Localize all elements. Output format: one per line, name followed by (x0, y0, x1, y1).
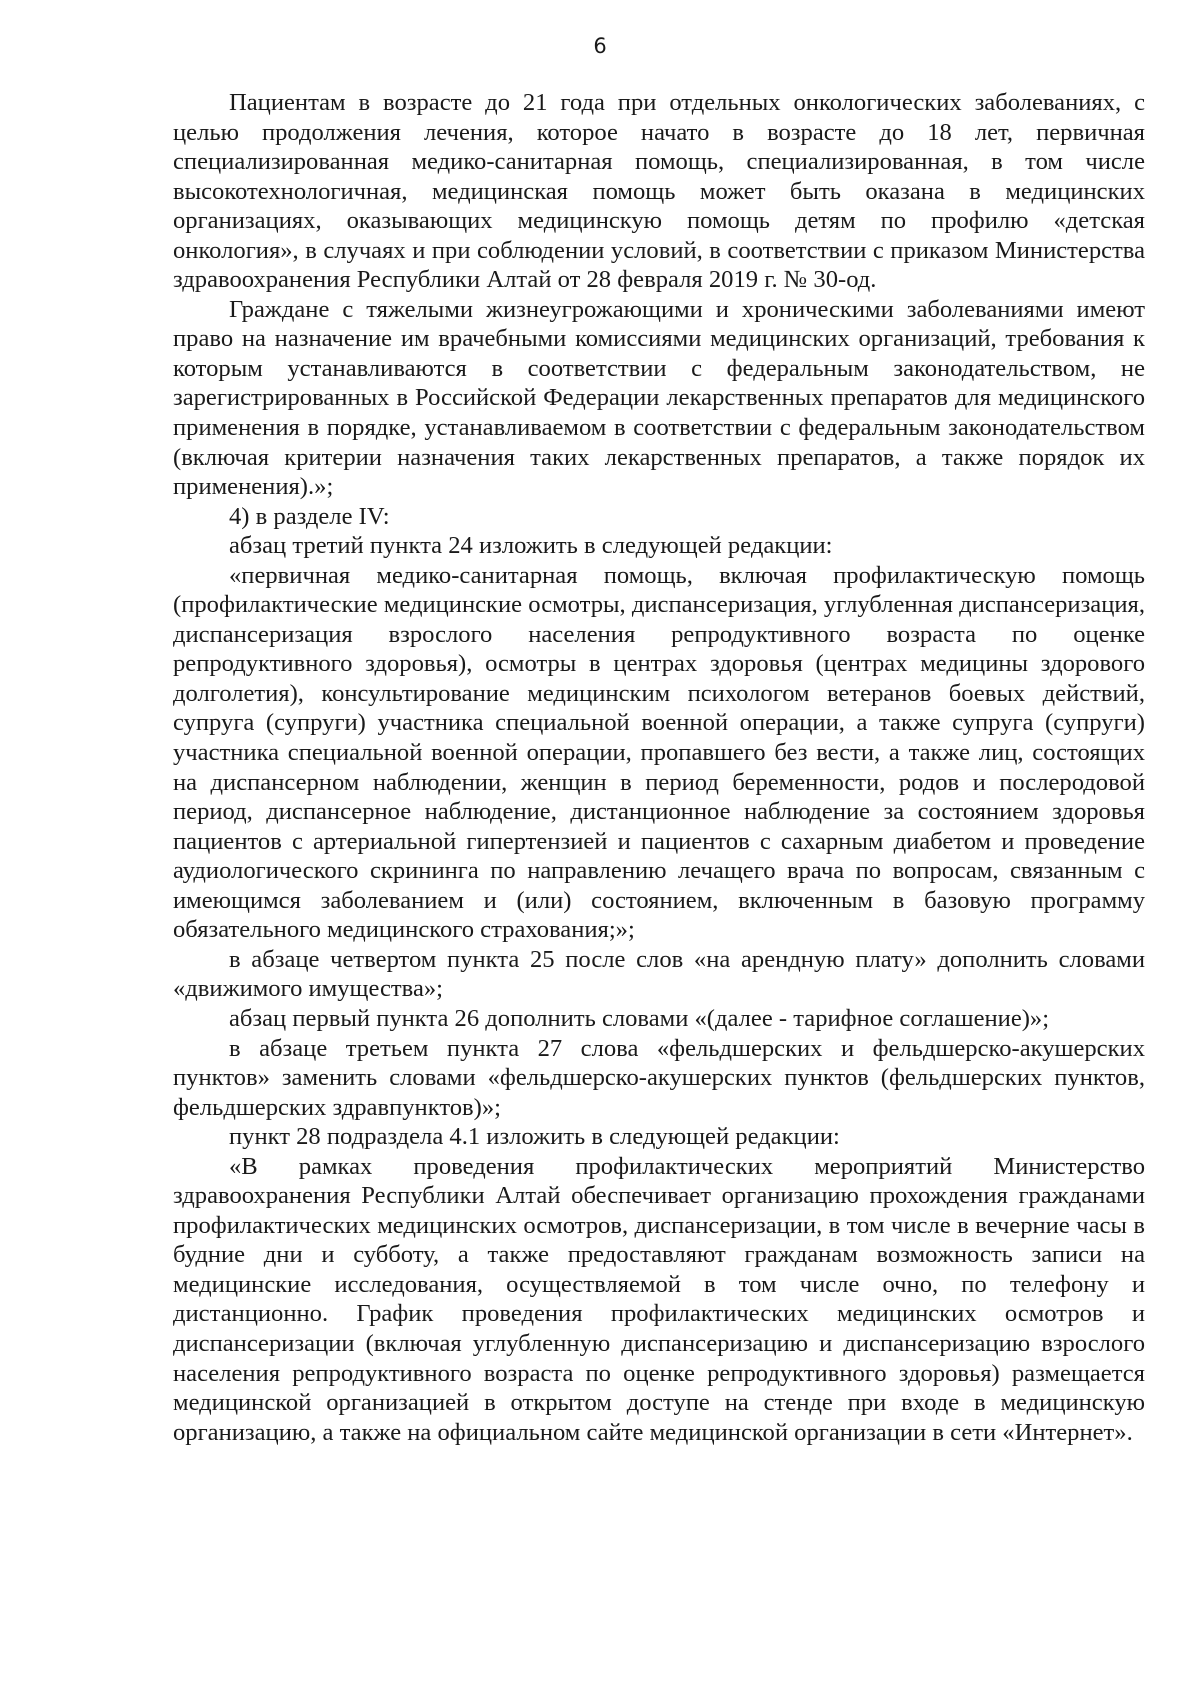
paragraph-item-24-intro: абзац третий пункта 24 изложить в следующей редакции: (229, 532, 833, 560)
paragraph-item-28-intro: пункт 28 подраздела 4.1 изложить в следующей редакции: (229, 1123, 840, 1151)
paragraph-section-iv: 4) в разделе IV: (229, 502, 390, 530)
paragraph-item-25: в абзаце четвертом пункта 25 после слов «на арендную плату» дополнить словами «движимого имущества»; (173, 945, 1145, 1003)
page-number: 6 (593, 34, 607, 58)
paragraph-item-26: абзац первый пункта 26 дополнить словами «(далее - тарифное соглашение)»; (229, 1004, 1050, 1032)
document-body (173, 88, 1145, 1447)
paragraph-unregistered-drugs: Граждане с тяжелыми жизнеугрожающими и хроническими заболеваниями имеют право на назначение им врачебными комиссиями медицинских организаций, требования к которым устанавливаются в соответствии с федеральным законодательством, не зарегистрированных в Российской Федерации лекарственных препаратов для медицинского применения в порядке, устанавливаемом в соответствии с федеральным законодательством (включая критерии назначения таких лекарственных препаратов, а также порядок их применения).»; (173, 295, 1145, 501)
paragraph-primary-care: «первичная медико-санитарная помощь, включая профилактическую помощь (профилактические медицинские осмотры, диспансеризация, углубленная диспансеризация, диспансеризация взрослого населения репродуктивного возраста по оценке репродуктивного здоровья), осмотры в центрах здоровья (центрах медицины здорового долголетия), консультирование медицинским психологом ветеранов боевых действий, супруга (супруги) участника специальной военной операции, а также супруга (супруги) участника специальной военной операции, пропавшего без вести, а также лиц, состоящих на диспансерном наблюдении, женщин в период беременности, родов и послеродовой период, диспансерное наблюдение, дистанционное наблюдение за состоянием здоровья пациентов с артериальной гипертензией и пациентов с сахарным диабетом и проведение аудиологического скрининга по направлению лечащего врача по вопросам, связанным с имеющимся заболеванием и (или) состоянием, включенным в базовую программу обязательного медицинского страхования;»; (173, 561, 1145, 944)
paragraph-pediatric-oncology: Пациентам в возрасте до 21 года при отдельных онкологических заболеваниях, с целью продолжения лечения, которое начато в возрасте до 18 лет, первичная специализированная медико-санитарная помощь, специализированная, в том числе высокотехнологичная, медицинская помощь может быть оказана в медицинских организациях, оказывающих медицинскую помощь детям по профилю «детская онкология», в случаях и при соблюдении условий, в соответствии с приказом Министерства здравоохранения Республики Алтай от 28 февраля 2019 г. № 30-од. (173, 89, 1145, 294)
paragraph-item-27: в абзаце третьем пункта 27 слова «фельдшерских и фельдшерско-акушерских пунктов» заменить словами «фельдшерско-акушерских пунктов (фельдшерских пунктов, фельдшерских здравпунктов)»; (173, 1034, 1145, 1121)
paragraph-preventive-measures: «В рамках проведения профилактических мероприятий Министерство здравоохранения Республики Алтай обеспечивает организацию прохождения гражданами профилактических медицинских осмотров, диспансеризации, в том числе в вечерние часы в будние дни и субботу, а также предоставляют гражданам возможность записи на медицинские исследования, осуществляемой в том числе очно, по телефону и дистанционно. График проведения профилактических медицинских осмотров и диспансеризации (включая углубленную диспансеризацию и диспансеризацию взрослого населения репродуктивного возраста по оценке репродуктивного здоровья) размещается медицинской организацией в открытом доступе на стенде при входе в медицинскую организацию, а также на официальном сайте медицинской организации в сети «Интернет». (173, 1152, 1145, 1446)
